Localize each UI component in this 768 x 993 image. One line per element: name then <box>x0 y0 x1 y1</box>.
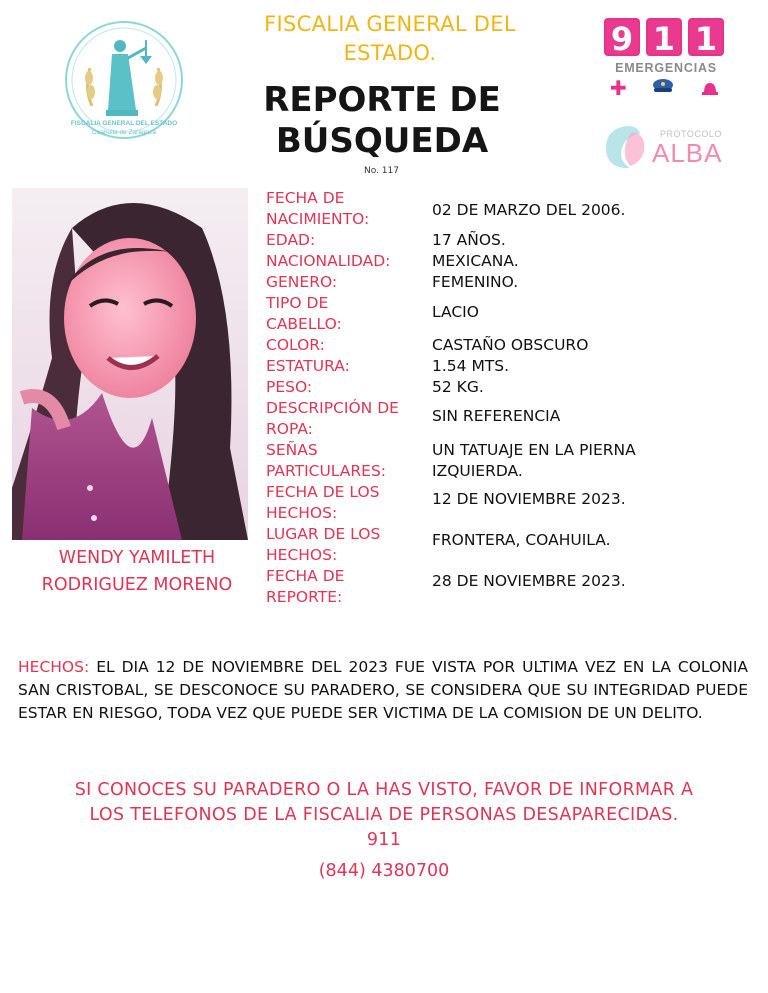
agency-name: FISCALIA GENERAL DEL ESTADO. <box>264 12 516 65</box>
contact-line-2: LOS TELEFONOS DE LA FISCALIA DE PERSONAS DESAPARECIDAS. <box>89 805 679 825</box>
hechos-label: HECHOS: <box>18 658 90 676</box>
label-weight: PESO: <box>266 378 313 396</box>
value-color: CASTAÑO OBSCURO <box>432 336 589 354</box>
value-report-date: 28 DE NOVIEMBRE 2023. <box>432 572 626 590</box>
911-digits <box>604 18 728 56</box>
label-incident-date: FECHA DE LOS HECHOS: <box>266 483 380 522</box>
value-incident-place: FRONTERA, COAHUILA. <box>432 531 611 549</box>
title-line-1: REPORTE DE <box>263 80 501 120</box>
label-color: COLOR: <box>266 336 325 354</box>
value-nationality: MEXICANA. <box>432 252 519 270</box>
name-line-1: WENDY YAMILETH <box>58 548 216 568</box>
label-clothing: DESCRIPCIÓN DE ROPA: <box>266 399 399 438</box>
value-weight: 52 KG. <box>432 378 484 396</box>
value-age: 17 AÑOS. <box>432 231 506 249</box>
siren-icon <box>700 77 720 99</box>
value-birthdate: 02 DE MARZO DEL 2006. <box>432 201 626 219</box>
title-line-2: BÚSQUEDA <box>275 121 489 161</box>
contact-message <box>14 778 754 853</box>
digit-1-second: 1 <box>688 18 724 56</box>
contact-line-1: SI CONOCES SU PARADERO O LA HAS VISTO, FAVOR DE INFORMAR A <box>74 780 694 800</box>
page-title <box>232 80 532 162</box>
label-height: ESTATURA: <box>266 357 350 375</box>
emergency-911-logo <box>604 18 728 99</box>
value-hair-type: LACIO <box>432 303 479 321</box>
emergencias-label: EMERGENCIAS <box>615 61 717 75</box>
missing-person-name <box>12 545 262 599</box>
name-line-2: RODRIGUEZ MORENO <box>41 575 233 595</box>
police-cap-icon <box>651 77 675 99</box>
label-age: EDAD: <box>266 231 316 249</box>
hechos-text: EL DIA 12 DE NOVIEMBRE DEL 2023 FUE VISTA POR ULTIMA VEZ EN LA COLONIA SAN CRISTOBAL, SE DESCONOCE SU PARADERO, SE CONSIDERA QUE SU INTEGRIDAD PUEDE ESTAR EN RIESGO, TODA VEZ QUE PUEDE SER VICTIMA DE LA COMISION DE UN DELITO. <box>18 658 748 722</box>
digit-9: 9 <box>604 18 640 56</box>
value-clothing: SIN REFERENCIA <box>432 407 561 425</box>
medical-cross-icon: ✚ <box>610 76 627 100</box>
fiscalia-seal-logo <box>62 18 186 142</box>
value-height: 1.54 MTS. <box>432 357 510 375</box>
label-gender: GENERO: <box>266 273 338 291</box>
protocolo-alba-logo <box>600 122 740 172</box>
report-number: No. 117 <box>364 166 399 176</box>
label-distinctive-marks: SEÑAS PARTICULARES: <box>266 441 387 480</box>
value-distinctive-marks: UN TATUAJE EN LA PIERNA IZQUIERDA. <box>432 441 636 480</box>
label-incident-place: LUGAR DE LOS HECHOS: <box>266 525 381 564</box>
alba-protocol-label: PROTOCOLO <box>660 129 722 139</box>
label-nationality: NACIONALIDAD: <box>266 252 391 270</box>
emergency-number: 911 <box>366 830 402 850</box>
missing-person-photo <box>12 188 248 540</box>
digit-1: 1 <box>646 18 682 56</box>
contact-phone: (844) 4380700 <box>318 861 450 881</box>
woman-profile-icon <box>600 122 660 172</box>
alba-word: ALBA <box>652 138 723 168</box>
label-hair-type: TIPO DE CABELLO: <box>266 294 342 333</box>
emergency-icons <box>604 75 728 99</box>
label-report-date: FECHA DE REPORTE: <box>266 567 345 606</box>
value-incident-date: 12 DE NOVIEMBRE 2023. <box>432 490 626 508</box>
hechos-paragraph <box>18 656 748 725</box>
seal-subcaption: Coahuila de Zaragoza <box>92 129 156 136</box>
seal-caption: FISCALIA GENERAL DEL ESTADO <box>70 120 178 127</box>
value-gender: FEMENINO. <box>432 273 519 291</box>
label-birthdate: FECHA DE NACIMIENTO: <box>266 189 370 228</box>
